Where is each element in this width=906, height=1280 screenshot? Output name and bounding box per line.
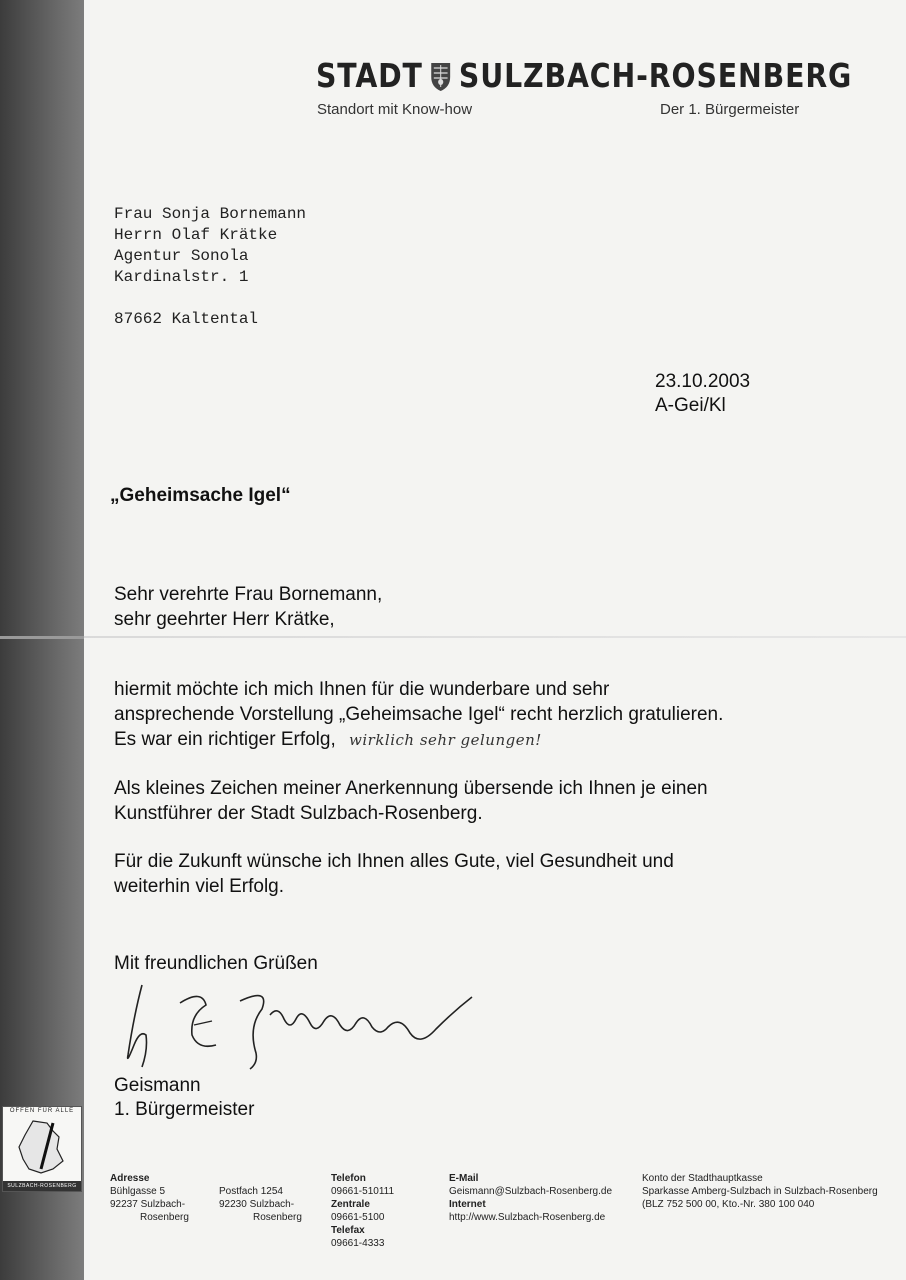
- paragraph-1: hiermit möchte ich mich Ihnen für die wunderbare und sehr ansprechende Vorstellung „Geheimsache Igel“ recht herzlich gratulieren. Es war ein richtiger Erfolg, wirklich sehr gelungen!: [114, 679, 724, 750]
- paragraph-3: Für die Zukunft wünsche ich Ihnen alles Gute, viel Gesundheit und weiterhin viel Erfolg.: [114, 851, 674, 897]
- footer-address: Adresse Bühlgasse 5 92237 Sulzbach- Rosenberg: [110, 1173, 189, 1223]
- footer-email: E-Mail Geismann@Sulzbach-Rosenberg.de Internet http://www.Sulzbach-Rosenberg.de: [449, 1173, 613, 1223]
- signer-name: Geismann: [114, 1075, 201, 1096]
- closing: Mit freundlichen Grüßen: [114, 953, 318, 974]
- germany-map-icon: [13, 1117, 71, 1177]
- city-crest-icon: [430, 59, 452, 93]
- recipient-line: Kardinalstr. 1: [114, 268, 249, 286]
- sender-title: Der 1. Bürgermeister: [660, 101, 800, 118]
- letter-date: 23.10.2003: [655, 371, 751, 392]
- letterhead-logo: [316, 56, 853, 95]
- signer-block: [114, 1074, 254, 1122]
- paper-fold-mark: [0, 636, 84, 639]
- signer-title: 1. Bürgermeister: [114, 1099, 255, 1120]
- letter-subject: „Geheimsache Igel“: [110, 485, 291, 506]
- paragraph-2: Als kleines Zeichen meiner Anerkennung übersende ich Ihnen je einen Kunstführer der Stadt Sulzbach-Rosenberg.: [114, 778, 708, 824]
- footer-bank: Konto der Stadthauptkasse Sparkasse Amberg-Sulzbach in Sulzbach-Rosenberg (BLZ 752 500 00, Kto.-Nr. 380 100 040: [642, 1173, 878, 1210]
- recipient-line: Frau Sonja Bornemann: [114, 205, 307, 223]
- recipient-line: Herrn Olaf Krätke: [114, 226, 278, 244]
- footer-phone: Telefon 09661-510111 Zentrale 09661-5100 Telefax 09661-4333: [331, 1173, 395, 1249]
- date-reference: [655, 370, 750, 418]
- city-tagline: Standort mit Know-how: [317, 101, 473, 118]
- handwritten-note: wirklich sehr gelungen!: [349, 731, 542, 749]
- city-name: STADT SULZBACH-ROSENBERG: [316, 56, 853, 95]
- offen-fuer-alle-logo: OFFEN FÜR ALLE SULZBACH-ROSENBERG: [2, 1106, 82, 1192]
- handwritten-signature: [120, 975, 500, 1085]
- recipient-address: [114, 204, 306, 330]
- paper-fold-line: [0, 636, 906, 638]
- recipient-city: 87662 Kaltental: [114, 310, 259, 328]
- letter-reference: A-Gei/Kl: [655, 395, 726, 416]
- salutation: Sehr verehrte Frau Bornemann, sehr geehrter Herr Krätke,: [114, 584, 383, 630]
- footer-postbox: Postfach 1254 92230 Sulzbach- Rosenberg: [219, 1186, 302, 1223]
- recipient-line: Agentur Sonola: [114, 247, 249, 265]
- left-margin-bar: [0, 0, 84, 1280]
